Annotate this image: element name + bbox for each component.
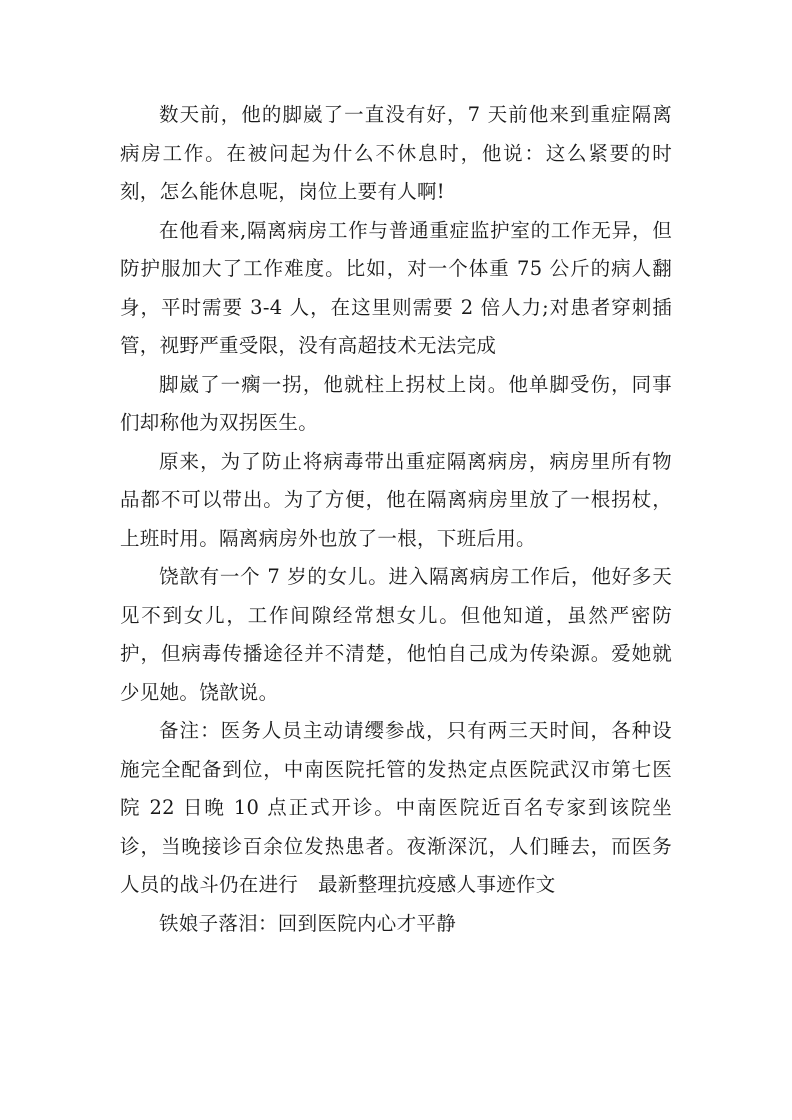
paragraph-3: 脚崴了一瘸一拐，他就柱上拐杖上岗。他单脚受伤，同事们却称他为双拐医生。 [120, 372, 672, 434]
paragraph-7: 铁娘子落泪：回到医院内心才平静 [159, 911, 457, 935]
paragraph-1: 数天前，他的脚崴了一直没有好，7 天前他来到重症隔离病房工作。在被问起为什么不休息时，他说：这么紧要的时刻，怎么能休息呢，岗位上要有人啊! [120, 103, 672, 203]
paragraph-4: 原来，为了防止将病毒带出重症隔离病房，病房里所有物品都不可以带出。为了方便，他在隔离病房里放了一根拐杖，上班时用。隔离病房外也放了一根，下班后用。 [120, 449, 672, 550]
paragraph-2: 在他看来,隔离病房工作与普通重症监护室的工作无异，但防护服加大了工作难度。比如，对一个体重 75 公斤的病人翻身，平时需要 3-4 人，在这里则需要 2 倍人力;对患者穿刺插管，视野严重受限，没有高超技术无法完成 [120, 218, 672, 357]
paragraph-5: 饶歆有一个 7 岁的女儿。进入隔离病房工作后，他好多天见不到女儿，工作间隙经常想女儿。但他知道，虽然严密防护，但病毒传播途径并不清楚，他怕自己成为传染源。爱她就少见她。饶歆说。 [120, 565, 672, 704]
document-page [120, 96, 672, 943]
paragraph-6: 备注：医务人员主动请缨参战，只有两三天时间，各种设施完全配备到位，中南医院托管的发热定点医院武汉市第七医院 22 日晚 10 点正式开诊。中南医院近百名专家到该院坐诊，当晚接诊百余位发热患者。夜渐深沉，人们睡去，而医务人员的战斗仍在进行 最新整理抗疫感人事迹作文 [120, 719, 672, 896]
